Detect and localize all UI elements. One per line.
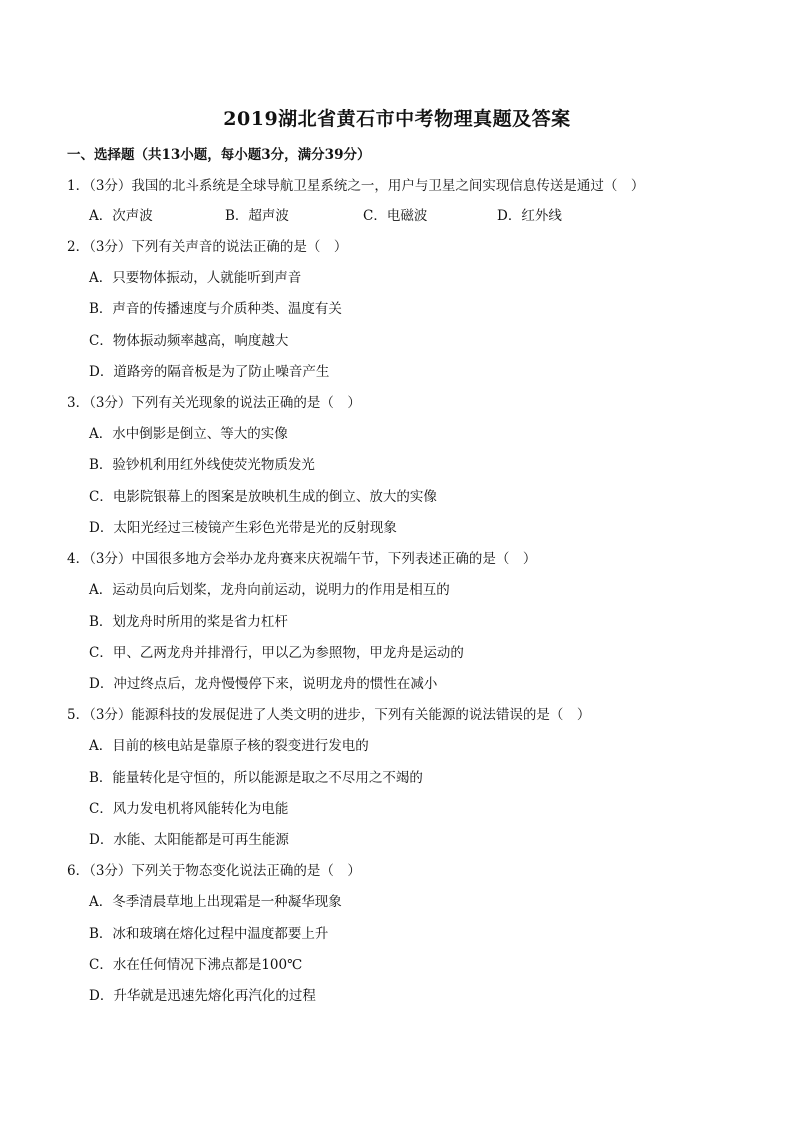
question-5-option-b: B．能量转化是守恒的，所以能源是取之不尽用之不竭的 bbox=[89, 770, 423, 786]
question-2-option-b: B．声音的传播速度与介质种类、温度有关 bbox=[89, 301, 342, 317]
question-1-option-c: C．电磁波 bbox=[363, 208, 428, 224]
section-heading: 一、选择题（共13小题，每小题3分，满分39分） bbox=[67, 147, 371, 163]
question-6-stem: 6．（3分）下列关于物态变化说法正确的是（ ） bbox=[67, 863, 361, 879]
question-1-option-b: B．超声波 bbox=[225, 208, 289, 224]
question-5-option-a: A．目前的核电站是靠原子核的裂变进行发电的 bbox=[89, 738, 369, 754]
question-1-option-a: A．次声波 bbox=[89, 208, 153, 224]
question-3-option-d: D．太阳光经过三棱镜产生彩色光带是光的反射现象 bbox=[89, 520, 397, 536]
question-4-option-b: B．划龙舟时所用的桨是省力杠杆 bbox=[89, 614, 288, 630]
question-4-option-d: D．冲过终点后，龙舟慢慢停下来，说明龙舟的惯性在减小 bbox=[89, 676, 438, 692]
question-3-option-c: C．电影院银幕上的图案是放映机生成的倒立、放大的实像 bbox=[89, 489, 437, 505]
question-5-option-c: C．风力发电机将风能转化为电能 bbox=[89, 801, 289, 817]
document-title: 2019湖北省黄石市中考物理真题及答案 bbox=[223, 108, 571, 130]
question-2-option-c: C．物体振动频率越高，响度越大 bbox=[89, 333, 289, 349]
question-1-options bbox=[89, 206, 649, 226]
question-3-option-a: A．水中倒影是倒立、等大的实像 bbox=[89, 426, 288, 442]
question-5-option-d: D．水能、太阳能都是可再生能源 bbox=[89, 832, 289, 848]
question-3-stem: 3．（3分）下列有关光现象的说法正确的是（ ） bbox=[67, 395, 361, 411]
question-1-option-d: D．红外线 bbox=[497, 208, 562, 224]
question-6-option-d: D．升华就是迅速先熔化再汽化的过程 bbox=[89, 988, 316, 1004]
question-2-option-d: D．道路旁的隔音板是为了防止噪音产生 bbox=[89, 364, 330, 380]
question-3-option-b: B．验钞机利用红外线使荧光物质发光 bbox=[89, 457, 315, 473]
question-5-stem: 5．（3分）能源科技的发展促进了人类文明的进步，下列有关能源的说法错误的是（ ） bbox=[67, 707, 591, 723]
question-1-stem: 1．（3分）我国的北斗系统是全球导航卫星系统之一，用户与卫星之间实现信息传送是通过（ ） bbox=[67, 178, 645, 194]
question-6-option-c: C．水在任何情况下沸点都是100℃ bbox=[89, 957, 303, 973]
question-4-stem: 4．（3分）中国很多地方会举办龙舟赛来庆祝端午节，下列表述正确的是（ ） bbox=[67, 551, 537, 567]
question-2-option-a: A．只要物体振动，人就能听到声音 bbox=[89, 270, 302, 286]
question-4-option-a: A．运动员向后划桨，龙舟向前运动，说明力的作用是相互的 bbox=[89, 582, 450, 598]
question-2-stem: 2．（3分）下列有关声音的说法正确的是（ ） bbox=[67, 239, 348, 255]
question-4-option-c: C．甲、乙两龙舟并排滑行，甲以乙为参照物，甲龙舟是运动的 bbox=[89, 645, 464, 661]
question-6-option-b: B．冰和玻璃在熔化过程中温度都要上升 bbox=[89, 926, 329, 942]
question-6-option-a: A．冬季清晨草地上出现霜是一种凝华现象 bbox=[89, 894, 342, 910]
